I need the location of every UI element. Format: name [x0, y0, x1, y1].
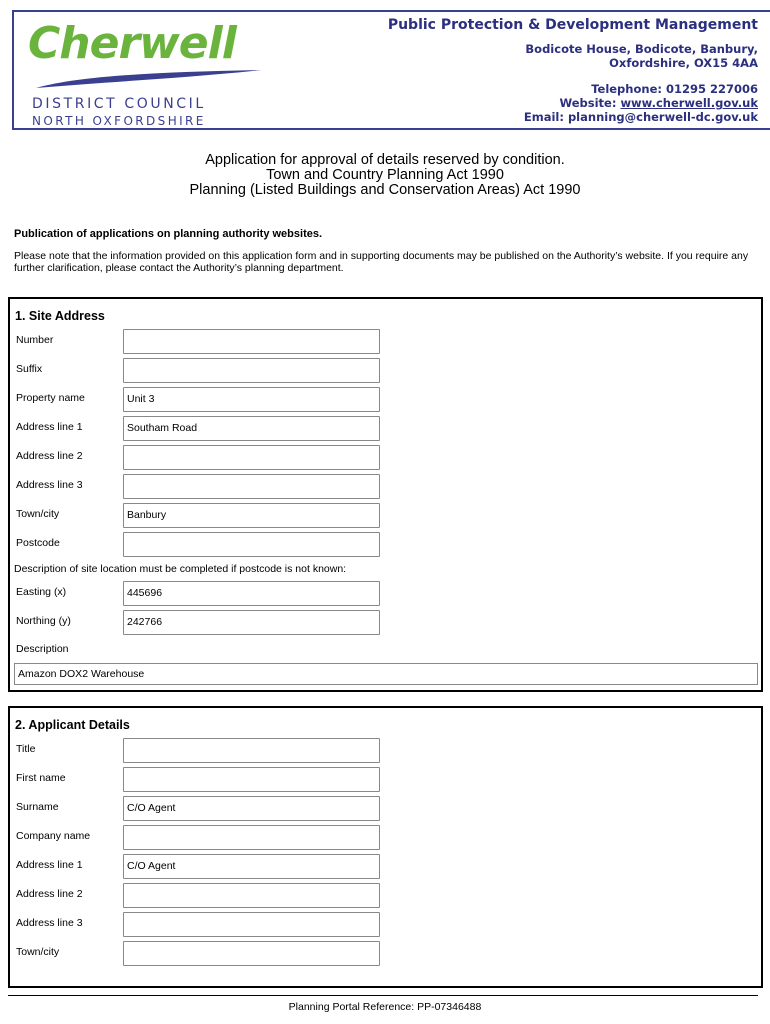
- field-row: [10, 329, 761, 354]
- field-label: Number: [16, 334, 54, 346]
- company-name-field[interactable]: [123, 825, 380, 850]
- email-label: Email:: [523, 110, 568, 124]
- field-label: Address line 2: [16, 888, 83, 900]
- field-row: [10, 941, 761, 966]
- department-address: [388, 42, 758, 70]
- letterhead: [12, 10, 770, 130]
- address-line-2: Oxfordshire, OX15 4AA: [609, 56, 758, 70]
- field-label: First name: [16, 772, 66, 784]
- field-label: Address line 1: [16, 421, 83, 433]
- site-address-section: [8, 297, 763, 692]
- logo-swoosh-icon: [26, 62, 266, 92]
- field-label: Suffix: [16, 363, 43, 375]
- easting-field[interactable]: 445696: [123, 581, 380, 606]
- portal-reference: Planning Portal Reference: PP-07346488: [288, 1001, 482, 1013]
- property-name-field[interactable]: Unit 3: [123, 387, 380, 412]
- address-line-2-field[interactable]: [123, 445, 380, 470]
- publication-heading: Publication of applications on planning authority websites.: [14, 228, 323, 240]
- town-city-field[interactable]: Banbury: [123, 503, 380, 528]
- address-line-1-field[interactable]: Southam Road: [123, 416, 380, 441]
- logo-district-council: DISTRICT COUNCIL: [32, 96, 206, 112]
- address-line-1: Bodicote House, Bodicote, Banbury,: [525, 42, 758, 56]
- address-line-3-field[interactable]: [123, 912, 380, 937]
- title-field[interactable]: [123, 738, 380, 763]
- field-row: [10, 854, 761, 879]
- surname-field[interactable]: C/O Agent: [123, 796, 380, 821]
- field-row: [10, 387, 761, 412]
- logo-wordmark: Cherwell: [28, 18, 236, 69]
- field-row: [10, 474, 761, 499]
- field-label: Town/city: [16, 508, 60, 520]
- field-label: Easting (x): [16, 586, 67, 598]
- postcode-field[interactable]: [123, 532, 380, 557]
- field-row: [10, 416, 761, 441]
- department-title: Public Protection & Development Management: [387, 17, 758, 33]
- field-label: Address line 3: [16, 917, 83, 929]
- publication-note: Please note that the information provided on this application form and in supporting documents may be published on the Authority’s website. If you require any further clarification, please contact the Authority’s planning department.: [14, 250, 749, 274]
- logo-north-oxfordshire: NORTH OXFORDSHIRE: [32, 114, 206, 128]
- field-label: Postcode: [16, 537, 60, 549]
- field-row: [10, 912, 761, 937]
- field-label: Town/city: [16, 946, 60, 958]
- section-title: 1. Site Address: [15, 309, 105, 323]
- field-row: [10, 532, 761, 557]
- field-row: [10, 445, 761, 470]
- field-row: [10, 610, 761, 635]
- council-logo: [26, 18, 266, 128]
- footer-divider: [8, 995, 758, 996]
- title-line-2: Town and Country Planning Act 1990: [266, 167, 504, 183]
- title-line-3: Planning (Listed Buildings and Conservation Areas) Act 1990: [189, 182, 581, 198]
- field-row: [10, 503, 761, 528]
- form-title: [0, 153, 770, 198]
- field-row: [10, 796, 761, 821]
- field-label: Property name: [16, 392, 85, 404]
- description-label: Description: [16, 643, 69, 655]
- town-city-field[interactable]: [123, 941, 380, 966]
- description-field[interactable]: Amazon DOX2 Warehouse: [14, 663, 758, 685]
- field-label: Address line 2: [16, 450, 83, 462]
- location-note: Description of site location must be completed if postcode is not known:: [14, 563, 347, 575]
- northing-field[interactable]: 242766: [123, 610, 380, 635]
- field-row: [10, 581, 761, 606]
- telephone: Telephone: 01295 227006: [591, 82, 758, 96]
- address-line-2-field[interactable]: [123, 883, 380, 908]
- field-row: [10, 883, 761, 908]
- department-block: [388, 16, 758, 124]
- email-line: [388, 110, 758, 124]
- suffix-field[interactable]: [123, 358, 380, 383]
- field-label: Address line 3: [16, 479, 83, 491]
- field-row: [10, 358, 761, 383]
- field-row: [10, 738, 761, 763]
- address-line-3-field[interactable]: [123, 474, 380, 499]
- field-label: Company name: [16, 830, 91, 842]
- field-row: [10, 825, 761, 850]
- number-field[interactable]: [123, 329, 380, 354]
- field-label: Northing (y): [16, 615, 71, 627]
- email-link[interactable]: planning@cherwell-dc.gov.uk: [567, 110, 758, 124]
- contact-details: [388, 82, 758, 124]
- title-line-1: Application for approval of details reserved by condition.: [205, 152, 565, 168]
- first-name-field[interactable]: [123, 767, 380, 792]
- field-label: Address line 1: [16, 859, 83, 871]
- website-link[interactable]: www.cherwell.gov.uk: [620, 96, 758, 110]
- section-title: 2. Applicant Details: [15, 718, 130, 732]
- field-label: Surname: [16, 801, 59, 813]
- website-line: [388, 96, 758, 110]
- address-line-1-field[interactable]: C/O Agent: [123, 854, 380, 879]
- field-label: Title: [16, 743, 36, 755]
- applicant-details-section: [8, 706, 763, 988]
- website-label: Website:: [559, 96, 621, 110]
- field-row: [10, 767, 761, 792]
